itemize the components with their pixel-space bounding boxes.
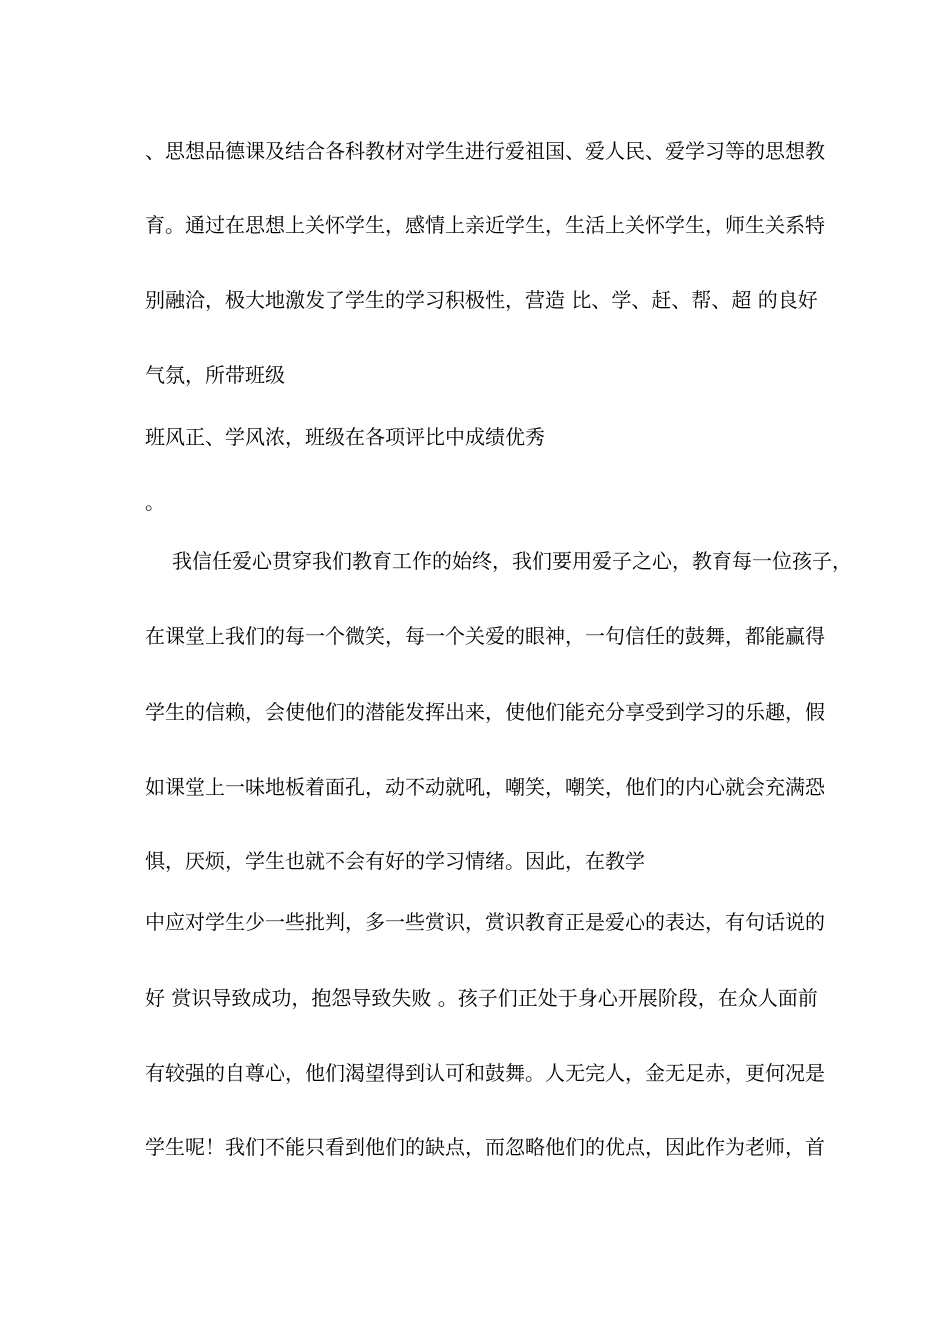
- text-line: 有较强的自尊心，他们渴望得到认可和鼓舞。人无完人，金无足赤，更何况是: [145, 1061, 825, 1085]
- text-line: 中应对学生少一些批判，多一些赏识，赏识教育正是爱心的表达，有句话说的: [145, 910, 825, 934]
- text-line: 如课堂上一味地板着面孔，动不动就吼，嘲笑，嘲笑，他们的内心就会充满恐: [145, 775, 825, 799]
- text-line: 别融洽，极大地激发了学生的学习积极性，营造 比、学、赶、帮、超 的良好: [145, 288, 818, 312]
- text-line: 好 赏识导致成功，抱怨导致失败 。孩子们正处于身心开展阶段，在众人面前: [145, 986, 818, 1010]
- text-line: 育。通过在思想上关怀学生，感情上亲近学生，生活上关怀学生，师生关系特: [145, 213, 825, 237]
- text-line: 班风正、学风浓，班级在各项评比中成绩优秀: [145, 425, 545, 449]
- text-line: 。: [145, 490, 165, 514]
- text-line: 在课堂上我们的每一个微笑，每一个关爱的眼神，一句信任的鼓舞，都能赢得: [145, 624, 825, 648]
- text-line: 、思想品德课及结合各科教材对学生进行爱祖国、爱人民、爱学习等的思想教: [145, 139, 825, 163]
- text-line: 学生呢！我们不能只看到他们的缺点，而忽略他们的优点，因此作为老师，首: [145, 1135, 825, 1159]
- paragraph-first-line: 我信任爱心贯穿我们教育工作的始终，我们要用爱子之心，教育每一位孩子，: [172, 549, 852, 573]
- text-line: 气氛，所带班级: [145, 363, 285, 387]
- text-line: 惧，厌烦，学生也就不会有好的学习情绪。因此，在教学: [145, 849, 645, 873]
- text-line: 学生的信赖，会使他们的潜能发挥出来，使他们能充分享受到学习的乐趣，假: [145, 700, 825, 724]
